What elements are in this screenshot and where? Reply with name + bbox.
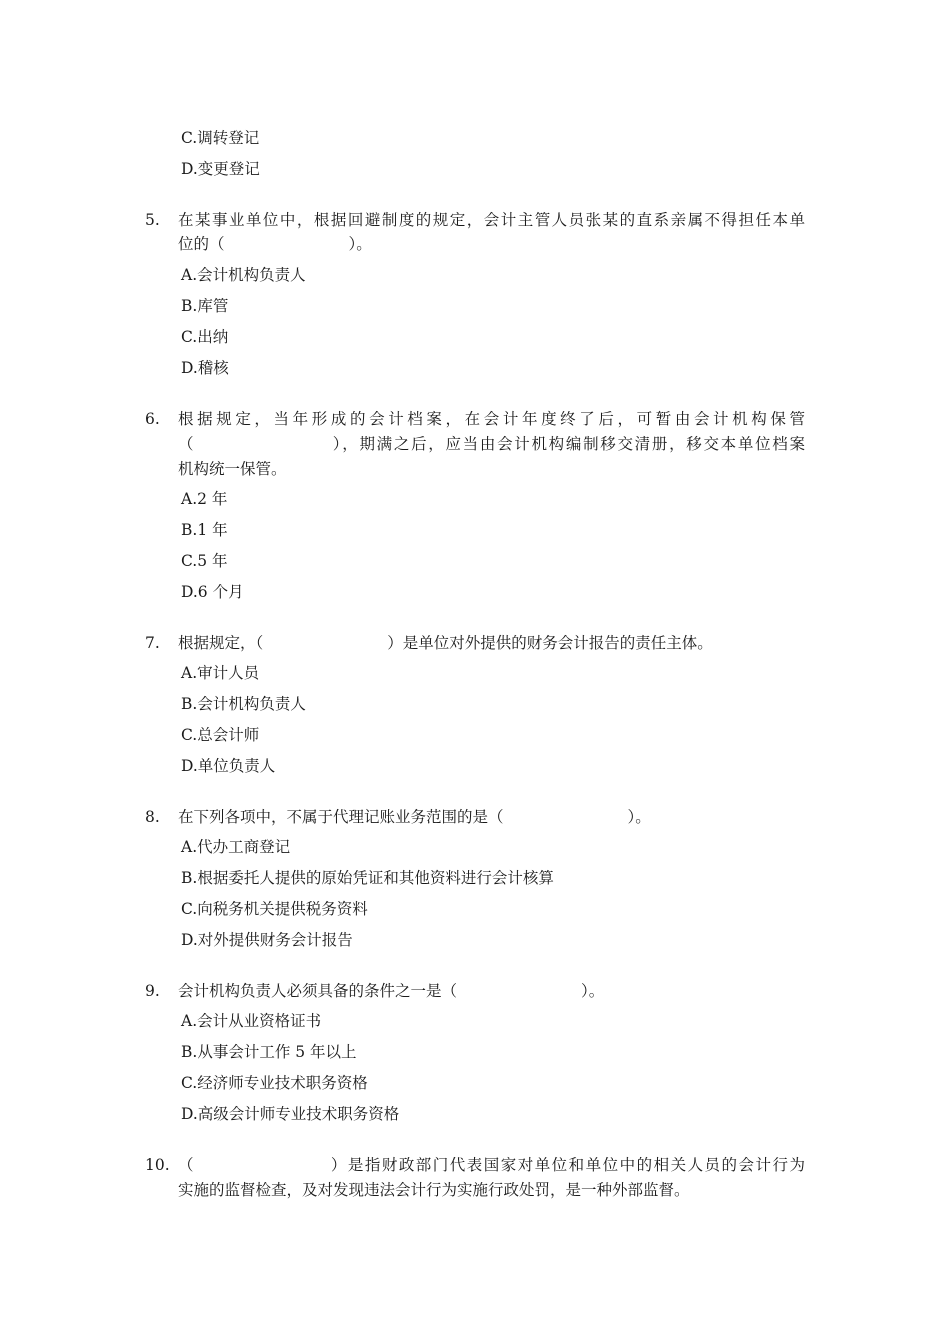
question-5-stem-line1: 在某事业单位中，根据回避制度的规定，会计主管人员张某的直系亲属不得担任本单: [178, 211, 805, 229]
question-10-stem-line2: 实施的监督检查，及对发现违法会计行为实施行政处罚，是一种外部监督。: [178, 1181, 690, 1199]
question-7-option-c: C.总会计师: [181, 726, 260, 744]
question-8-option-c: C.向税务机关提供税务资料: [181, 900, 368, 918]
question-7-option-b: B.会计机构负责人: [181, 695, 306, 713]
question-5-option-d: D.稽核: [181, 359, 229, 377]
question-9-option-c: C.经济师专业技术职务资格: [181, 1074, 368, 1092]
prev-option-c: C.调转登记: [181, 129, 260, 147]
question-8-number: 8.: [145, 808, 160, 826]
question-8-stem-line1: 在下列各项中，不属于代理记账业务范围的是（ ）。: [178, 808, 651, 826]
question-10-stem-line1: （ ）是指财政部门代表国家对单位和单位中的相关人员的会计行为: [178, 1156, 805, 1174]
question-10-number: 10.: [145, 1156, 170, 1174]
question-7-stem-line1: 根据规定，（ ）是单位对外提供的财务会计报告的责任主体。: [178, 634, 713, 652]
question-7-option-d: D.单位负责人: [181, 757, 276, 775]
prev-option-d: D.变更登记: [181, 160, 260, 178]
question-5-option-b: B.库管: [181, 297, 229, 315]
question-6-option-d: D.6 个月: [181, 583, 244, 601]
question-6-number: 6.: [145, 410, 160, 428]
question-8-option-a: A.代办工商登记: [181, 838, 291, 856]
question-8-option-b: B.根据委托人提供的原始凭证和其他资料进行会计核算: [181, 869, 554, 887]
question-6-stem-line3: 机构统一保管。: [178, 460, 287, 478]
question-5-number: 5.: [145, 211, 160, 229]
question-8-option-d: D.对外提供财务会计报告: [181, 931, 353, 949]
question-6-stem-line1: 根据规定，当年形成的会计档案，在会计年度终了后，可暂由会计机构保管: [178, 410, 805, 428]
question-6-stem-line2: （ ），期满之后，应当由会计机构编制移交清册，移交本单位档案: [178, 435, 805, 453]
question-9-option-d: D.高级会计师专业技术职务资格: [181, 1105, 400, 1123]
question-9-option-a: A.会计从业资格证书: [181, 1012, 322, 1030]
question-6-option-b: B.1 年: [181, 521, 228, 539]
question-7-number: 7.: [145, 634, 160, 652]
question-9-option-b: B.从事会计工作 5 年以上: [181, 1043, 357, 1061]
question-7-option-a: A.审计人员: [181, 664, 260, 682]
question-6-option-c: C.5 年: [181, 552, 228, 570]
question-5-stem-line2: 位的（ ）。: [178, 235, 372, 253]
question-9-number: 9.: [145, 982, 160, 1000]
question-6-option-a: A.2 年: [181, 490, 228, 508]
question-5-option-c: C.出纳: [181, 328, 229, 346]
question-5-option-a: A.会计机构负责人: [181, 266, 306, 284]
question-9-stem-line1: 会计机构负责人必须具备的条件之一是（ ）。: [178, 982, 605, 1000]
